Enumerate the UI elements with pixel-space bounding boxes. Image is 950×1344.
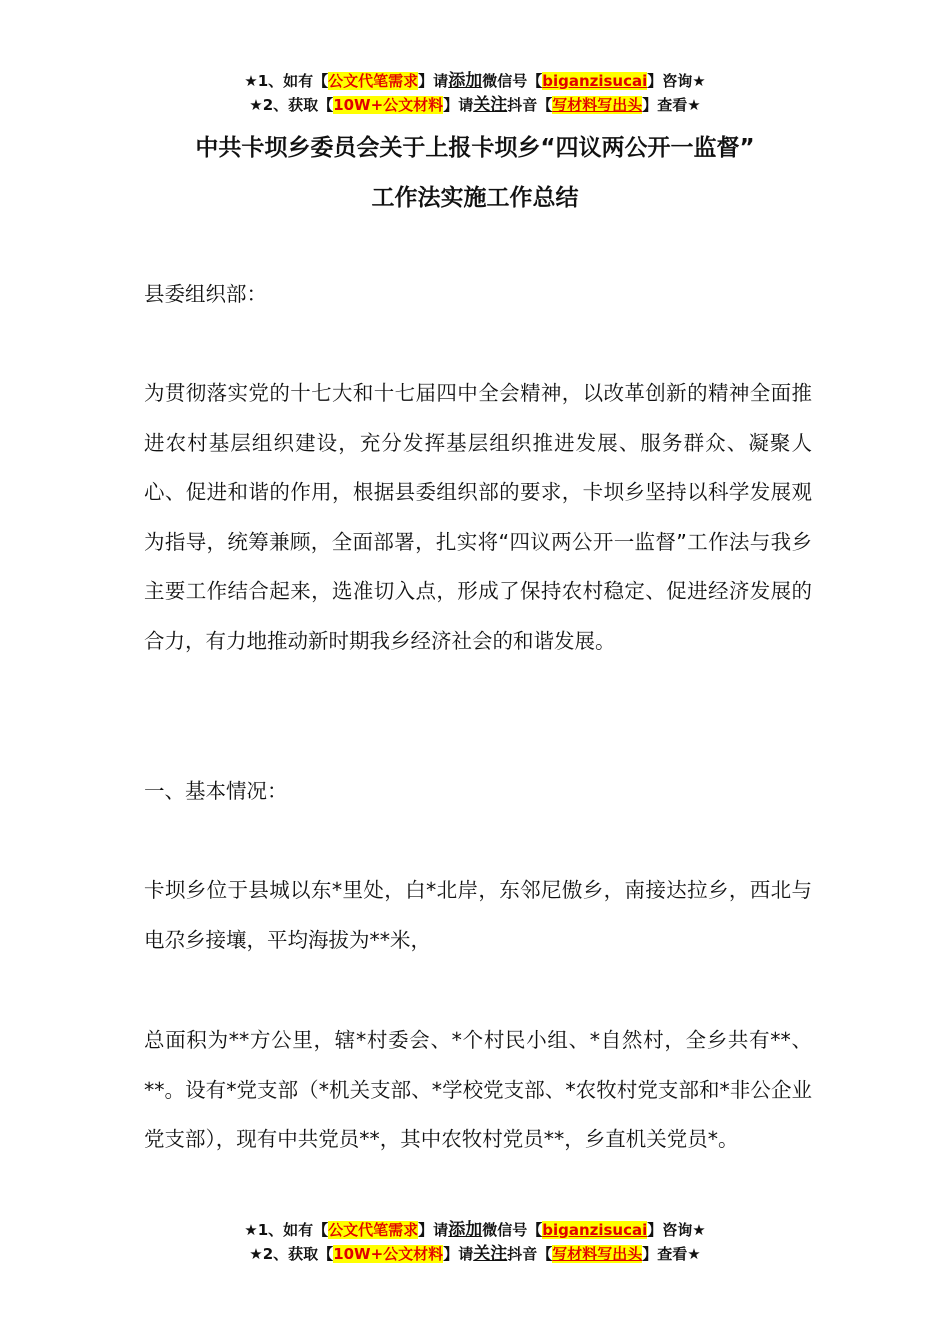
paragraph-location: 卡坝乡位于县城以东*里处，白*北岸，东邻尼傲乡，南接达拉乡，西北与电尕乡接壤，平均海拔为**米， (144, 878, 812, 952)
promo-banner-top (0, 69, 950, 117)
document-title-line-1: 中共卡坝乡委员会关于上报卡坝乡“四议两公开一监督” (195, 135, 755, 161)
paragraph-area: 总面积为**方公里，辖*村委会、*个村民小组、*自然村，全乡共有**、**。设有*党支部（*机关支部、*学校党支部、*农牧村党支部和*非公企业党支部），现有中共党员**，其中农牧村党员**，乡直机关党员*。 (144, 1028, 812, 1152)
wechat-id: biganzisucai (542, 72, 648, 90)
section-heading: 一、基本情况： (144, 779, 288, 803)
promo-banner-bottom (0, 1218, 950, 1266)
promo-line-1: ★1、如有【公文代笔需求】请添加微信号【biganzisucai】咨询★ (244, 71, 706, 91)
salutation: 县委组织部： (144, 282, 267, 306)
paragraph-intro: 为贯彻落实党的十七大和十七届四中全会精神，以改革创新的精神全面推进农村基层组织建设，充分发挥基层组织推进发展、服务群众、凝聚人心、促进和谐的作用，根据县委组织部的要求，卡坝乡坚持以科学发展观为指导，统筹兼顾，全面部署，扎实将“四议两公开一监督”工作法与我乡主要工作结合起来，选准切入点，形成了保持农村稳定、促进经济发展的合力，有力地推动新时期我乡经济社会的和谐发展。 (144, 381, 812, 653)
promo-line-2: ★2、获取【10W+公文材料】请关注抖音【写材料写出头】查看★ (249, 95, 701, 115)
promo-line-1: ★1、如有【公文代笔需求】请添加微信号【biganzisucai】咨询★ (244, 1220, 706, 1240)
document-title-line-2: 工作法实施工作总结 (371, 185, 579, 211)
promo-line-2: ★2、获取【10W+公文材料】请关注抖音【写材料写出头】查看★ (249, 1244, 701, 1264)
